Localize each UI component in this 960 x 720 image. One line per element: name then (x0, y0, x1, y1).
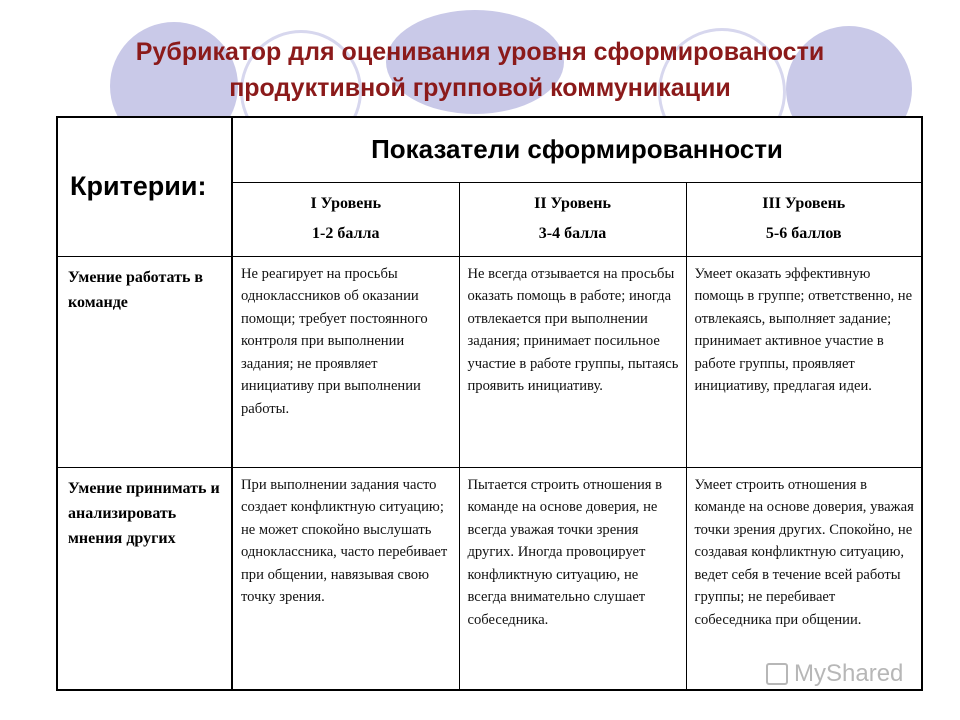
level-1-name: I Уровень (310, 195, 382, 212)
level-1-header (232, 182, 459, 256)
criteria-header: Критерии: (57, 117, 232, 256)
title-line-2: продуктивной групповой коммуникации (229, 74, 731, 102)
level-3-name: III Уровень (762, 195, 846, 212)
table-row (57, 256, 922, 467)
header-row (57, 117, 922, 182)
watermark-logo-icon (766, 663, 788, 685)
slide-title (40, 34, 920, 106)
cell-opinions-level-1: При выполнении задания часто создает конфликтную ситуацию; не может спокойно выслушать одноклассника, часто перебивает при общении, навязывая свою точку зрения. (232, 467, 459, 690)
level-2-points: 3-4 балла (538, 225, 607, 242)
table-row (57, 467, 922, 690)
level-3-header (686, 182, 922, 256)
title-line-1: Рубрикатор для оценивания уровня сформированости (135, 38, 825, 66)
watermark-text: MyShared (794, 660, 904, 687)
level-1-points: 1-2 балла (312, 225, 380, 242)
level-2-header (459, 182, 686, 256)
watermark (766, 660, 903, 688)
criterion-teamwork: Умение работать в команде (57, 256, 232, 467)
cell-opinions-level-2: Пытается строить отношения в команде на основе доверия, не всегда уважая точки зрения других. Иногда провоцирует конфликтную ситуацию, не всегда внимательно слушает собеседника. (459, 467, 686, 690)
criterion-opinions: Умение принимать и анализировать мнения других (57, 467, 232, 690)
cell-teamwork-level-2: Не всегда отзывается на просьбы оказать помощь в работе; иногда отвлекается при выполнении задания; принимает посильное участие в работе группы, пытаясь проявить инициативу. (459, 256, 686, 467)
rubric-table (56, 116, 923, 691)
cell-teamwork-level-3: Умеет оказать эффективную помощь в группе; ответственно, не отвлекаясь, выполняет задание; принимает активное участие в работе группы, проявляет инициативу, предлагая идеи. (686, 256, 922, 467)
cell-teamwork-level-1: Не реагирует на просьбы одноклассников об оказании помощи; требует постоянного контроля при выполнении задания; не проявляет инициативу при выполнении работы. (232, 256, 459, 467)
indicators-header: Показатели сформированности (232, 117, 922, 182)
level-3-points: 5-6 баллов (765, 225, 842, 242)
level-2-name: II Уровень (534, 195, 611, 212)
cell-opinions-level-3: Умеет строить отношения в команде на основе доверия, уважая точки зрения других. Спокойно, не создавая конфликтную ситуацию, ведет себя в течение всей работы группы; не перебивает собеседника при общении. (686, 467, 922, 690)
